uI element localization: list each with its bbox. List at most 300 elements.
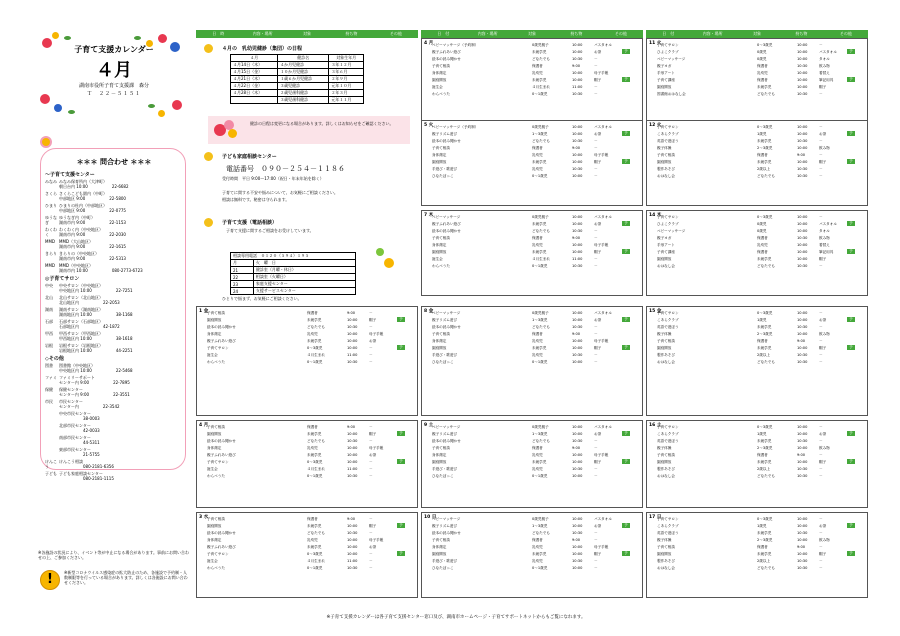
event-name: 子育て相談 [657, 339, 675, 343]
event-name: 親子体操 [657, 538, 672, 542]
event-target: 0～3歳児 [757, 125, 773, 129]
contact-name: 図書館（中央地区） [59, 363, 95, 368]
event-target: 0～1歳児 [532, 566, 548, 570]
contact-detail [59, 387, 183, 399]
event-name: わらべうた [432, 264, 450, 268]
event-name: 英語で遊ぼう [657, 139, 679, 143]
event-items: お茶 [369, 545, 377, 549]
event-items: 母子手帳 [369, 332, 384, 336]
contact-detail [59, 191, 183, 203]
event-row [432, 77, 614, 83]
event-row [657, 249, 839, 255]
event-target: 0～1歳児 [532, 474, 548, 478]
event-items: タオル [819, 229, 830, 233]
contact-item [45, 375, 183, 387]
event-time: 9:00 [797, 153, 806, 157]
event-row [657, 516, 839, 522]
contact-name: 北山サロン（北山地区） [59, 295, 103, 300]
event-name: 園庭開放 [657, 85, 672, 89]
event-items: － [369, 552, 373, 556]
event-items: 帽子 [594, 78, 602, 82]
event-time: 11:00 [347, 559, 358, 563]
event-items: － [819, 92, 823, 96]
contact-detail [59, 263, 183, 275]
event-items: 帽子 [369, 524, 377, 528]
contact-section-heading: ◇その他 [45, 356, 64, 362]
consult-line-2: 子育てに関する不安や悩みについて、お気軽にご相談ください。 [222, 190, 338, 195]
event-name: 子育て相談 [432, 332, 450, 336]
event-row [657, 145, 839, 151]
event-name: 英語で遊ぼう [657, 531, 679, 535]
event-row [207, 530, 389, 536]
event-items: 帽子 [819, 257, 827, 261]
event-target: どなたでも [757, 566, 775, 570]
contact-hours-text: 湖南地区内 10:00 [59, 312, 92, 317]
event-row [657, 42, 839, 48]
table-cell: 相談室（火曜日） [253, 274, 355, 281]
event-row [657, 445, 839, 451]
event-items: － [594, 467, 598, 471]
contact-name: 保健センター [59, 387, 83, 392]
event-items: 飲み物 [819, 538, 830, 542]
event-name: 子育て相談 [432, 446, 450, 450]
event-items: お茶 [369, 453, 377, 457]
event-row [432, 124, 614, 130]
contact-hours [59, 220, 183, 225]
contact-detail [59, 363, 183, 375]
event-time: 10:00 [797, 432, 808, 436]
contact-detail [59, 307, 183, 319]
event-items: 帽子 [819, 160, 827, 164]
event-target: 乳幼児 [307, 538, 318, 542]
bullet-icon [204, 152, 213, 161]
event-target: 0歳児親子 [532, 517, 549, 521]
event-row [657, 345, 839, 351]
event-time: 10:30 [797, 92, 808, 96]
event-time: 10:00 [572, 71, 583, 75]
event-time: 10:00 [572, 425, 583, 429]
event-row [207, 331, 389, 337]
event-items: 帽子 [819, 346, 827, 350]
event-row [432, 242, 614, 248]
event-items: － [594, 236, 598, 240]
event-name: 絵本の読み聞かせ [432, 139, 461, 143]
event-row [432, 466, 614, 472]
event-name: 子育て講座 [657, 78, 675, 82]
event-items: － [819, 339, 823, 343]
event-items: － [819, 517, 823, 521]
event-items: － [594, 167, 598, 171]
event-name: わらべうた [207, 566, 225, 570]
event-time: 11:00 [572, 85, 583, 89]
event-row [657, 228, 839, 234]
event-items: 母子手帳 [594, 339, 609, 343]
contact-name: みなみ保育所内（大津町） [59, 179, 107, 184]
event-items: バスタオル [594, 215, 612, 219]
contact-hours [59, 232, 183, 237]
contact-hours-text: 北山地区内 [59, 300, 79, 305]
event-time: 10:30 [797, 353, 808, 357]
table-cell: 月 [231, 260, 254, 267]
event-items: － [594, 538, 598, 542]
phone-consult-title: 子育て支援（電話相談） [222, 220, 278, 226]
event-items: － [819, 264, 823, 268]
event-time: 10:30 [797, 439, 808, 443]
event-name: 身体測定 [207, 446, 222, 450]
contact-phone: 080-2773-6723 [111, 268, 143, 273]
event-time: 10:00 [797, 446, 808, 450]
event-name: 園庭開放 [432, 78, 447, 82]
event-time: 10:00 [572, 243, 583, 247]
event-time: 9:00 [572, 332, 581, 336]
contact-section-heading: ～子育て支援センター [45, 172, 95, 178]
event-row [432, 49, 614, 55]
event-time: 11:00 [347, 467, 358, 471]
event-target: どなたでも [532, 325, 550, 329]
event-time: 10:00 [572, 215, 583, 219]
event-items: 帽子 [369, 318, 377, 322]
event-items: － [594, 474, 598, 478]
event-time: 10:30 [797, 566, 808, 570]
event-time: 10:00 [572, 524, 583, 528]
contact-detail [59, 411, 183, 423]
reservation-badge: 予 [622, 317, 630, 322]
event-target: 未就学児 [757, 325, 772, 329]
table-cell: ４月14日（木） [231, 62, 278, 69]
event-items: － [594, 446, 598, 450]
event-target: 保護者 [757, 339, 768, 343]
event-row [207, 424, 389, 430]
table-cell: ４月15日（金） [231, 69, 278, 76]
day-label: 14 木 [649, 213, 662, 218]
event-name: 子育て相談 [657, 153, 675, 157]
dept-name: 湖南市役所子育て支援課 森分 [78, 83, 149, 89]
event-target: 保護者 [532, 64, 543, 68]
event-time: 10:00 [797, 50, 808, 54]
event-target: ４月生まれ [307, 559, 325, 563]
event-target: 未就学児 [757, 460, 772, 464]
event-time: 10:00 [797, 332, 808, 336]
event-time: 9:00 [797, 339, 806, 343]
event-time: 9:00 [572, 538, 581, 542]
contact-abbrev: みなみ [45, 179, 57, 184]
event-row [657, 131, 839, 137]
event-items: お茶 [594, 222, 602, 226]
event-target: どなたでも [757, 474, 775, 478]
event-target: 未就学児 [757, 85, 772, 89]
event-name: 絵本の読み聞かせ [432, 325, 461, 329]
event-time: 10:00 [797, 71, 808, 75]
header-column: 日 付 [662, 31, 675, 36]
event-items: バスタオル [819, 222, 837, 226]
event-items: － [594, 257, 598, 261]
table-cell [231, 97, 278, 104]
event-time: 9:00 [347, 425, 356, 429]
event-time: 11:00 [347, 353, 358, 357]
event-row [207, 452, 389, 458]
event-row [432, 324, 614, 330]
event-row [432, 424, 614, 430]
event-row [657, 523, 839, 529]
header-column: 内容・場所 [702, 31, 723, 36]
event-name: ひなたぼっこ [432, 566, 454, 570]
event-name: 子育てサロン [207, 460, 229, 464]
event-time: 10:00 [797, 318, 808, 322]
calendar-day-cell [646, 210, 868, 296]
reservation-badge: 予 [847, 317, 855, 322]
event-time: 10:00 [572, 360, 583, 364]
event-target: 未就学児 [757, 160, 772, 164]
event-target: 1～3歳児 [532, 318, 548, 322]
contact-detail [59, 375, 183, 387]
reservation-badge: 予 [847, 345, 855, 350]
event-target: 保護者 [757, 78, 768, 82]
event-name: 英語で遊ぼう [657, 325, 679, 329]
event-time: 10:00 [347, 524, 358, 528]
event-name: 親子リズム遊び [432, 524, 458, 528]
event-items: 飲み物 [819, 332, 830, 336]
calendar-day-cell [196, 512, 418, 598]
event-target: 1歳児 [757, 318, 767, 322]
contact-item [45, 227, 183, 239]
event-time: 10:00 [797, 125, 808, 129]
event-time: 10:00 [347, 346, 358, 350]
contact-name: ファミリーサポート [59, 375, 95, 380]
event-target: ４月生まれ [307, 353, 325, 357]
day-label: 7 木 [424, 213, 434, 218]
event-target: 保護者 [757, 236, 768, 240]
event-target: 乳幼児 [532, 559, 543, 563]
contact-phone: 22-1615 [109, 244, 126, 249]
event-name: わらべうた [207, 360, 225, 364]
contact-detail [59, 203, 183, 215]
table-cell: ２歳児歯科健診 [278, 90, 329, 97]
event-target: 2歳以上 [757, 167, 771, 171]
contact-hours [59, 348, 183, 353]
event-name: ベビーマッサージ [657, 229, 686, 233]
event-target: 0歳児親子 [532, 215, 549, 219]
side-note: ※各施設の状況により、イベント等が中止になる場合があります。事前にお問い合わせの上、ご参加ください。 [38, 550, 190, 560]
event-name: 親子ふれあい遊び [207, 545, 236, 549]
event-name: 親子ふれあい遊び [432, 50, 461, 54]
event-target: 保護者 [307, 311, 318, 315]
flower-icon [158, 110, 165, 117]
event-name: 子育てサロン [207, 552, 229, 556]
contact-name: 中央市民センター [59, 411, 91, 416]
event-time: 10:30 [572, 353, 583, 357]
event-time: 10:00 [797, 57, 808, 61]
event-name: 子育て相談 [207, 425, 225, 429]
event-items: － [819, 559, 823, 563]
event-row [432, 152, 614, 158]
event-row [657, 530, 839, 536]
event-items: － [369, 559, 373, 563]
contact-item [45, 251, 183, 263]
event-target: 0歳児 [757, 57, 767, 61]
event-target: 1～3歳児 [532, 132, 548, 136]
event-name: 身体測定 [207, 332, 222, 336]
event-time: 10:30 [347, 439, 358, 443]
event-target: 0～1歳児 [307, 474, 323, 478]
contact-detail [59, 447, 183, 459]
table-cell: 火 曜 日 [253, 260, 355, 267]
contact-phone: 44-5311 [83, 440, 100, 445]
event-time: 9:00 [572, 446, 581, 450]
contact-item [45, 363, 183, 375]
event-name: わらべうた [432, 92, 450, 96]
contact-hours-text: センター内 [59, 404, 79, 409]
event-name: 親子ヨガ [657, 236, 672, 240]
contact-abbrev: 甲西 [45, 331, 53, 336]
event-items: － [819, 43, 823, 47]
event-target: 保護者 [757, 545, 768, 549]
event-time: 10:30 [797, 559, 808, 563]
event-items: － [819, 439, 823, 443]
event-row [432, 438, 614, 444]
event-name: 絵本の読み聞かせ [207, 531, 236, 535]
contact-item [45, 203, 183, 215]
event-time: 10:00 [797, 311, 808, 315]
event-name: 園庭開放 [207, 318, 222, 322]
reservation-badge: 予 [847, 49, 855, 54]
event-items: － [594, 64, 598, 68]
event-items: 母子手帳 [369, 446, 384, 450]
event-name: 子育て講座 [657, 250, 675, 254]
reservation-badge: 予 [622, 523, 630, 528]
event-row [657, 124, 839, 130]
contact-abbrev: MMD [45, 239, 55, 244]
event-row [657, 159, 839, 165]
event-name: 園庭開放 [432, 460, 447, 464]
event-target: 未就学児 [757, 139, 772, 143]
event-target: 乳幼児 [532, 153, 543, 157]
contact-phone: 38-1168 [115, 312, 133, 317]
event-time: 10:30 [347, 325, 358, 329]
event-target: どなたでも [307, 325, 325, 329]
event-name: 子育てサロン [657, 215, 679, 219]
event-items: お茶 [819, 132, 827, 136]
table-header-cell: 対象生年月 [329, 55, 364, 62]
event-time: 10:30 [797, 474, 808, 478]
event-time: 10:00 [572, 222, 583, 226]
contact-hours [59, 336, 183, 341]
bullet-icon [204, 44, 213, 53]
contact-detail [59, 239, 183, 251]
contact-name: さくらこども園内（中町） [59, 191, 107, 196]
event-items: － [369, 346, 373, 350]
event-name: 親子体操 [657, 446, 672, 450]
contact-abbrev: けんこう [45, 459, 57, 469]
event-row [432, 317, 614, 323]
contact-abbrev: 石部 [45, 319, 53, 324]
table-cell: ４月21日（木） [231, 76, 278, 83]
calendar-day-cell [196, 306, 418, 416]
day-label: 17 日 [649, 515, 662, 520]
event-items: － [819, 566, 823, 570]
event-row [432, 221, 614, 227]
table-cell: １歳６か月児健診 [278, 76, 329, 83]
event-row [432, 459, 614, 465]
event-row [432, 565, 614, 571]
contact-name: 南部市民センター [59, 435, 91, 440]
event-name: 親子ヨガ [657, 64, 672, 68]
event-time: 10:00 [347, 545, 358, 549]
event-items: バスタオル [594, 311, 612, 315]
contact-detail [59, 295, 183, 307]
flower-icon [384, 258, 394, 268]
event-time: 10:00 [572, 132, 583, 136]
contact-hours-text: 石部地区内 [59, 324, 79, 329]
event-name: 絵本の読み聞かせ [432, 439, 461, 443]
event-target: 未就学児 [532, 222, 547, 226]
event-items: お茶 [594, 50, 602, 54]
phone-consult-table [230, 252, 356, 295]
contact-hours [59, 256, 183, 261]
event-name: ひなたぼっこ [432, 474, 454, 478]
reservation-badge: 予 [622, 49, 630, 54]
event-items: － [819, 453, 823, 457]
flower-icon [376, 248, 384, 256]
event-row [207, 352, 389, 358]
reservation-badge: 予 [622, 221, 630, 226]
header-column: 持ち物 [570, 31, 583, 36]
event-items: － [819, 425, 823, 429]
contact-hours [59, 324, 183, 329]
event-row [432, 331, 614, 337]
reservation-badge: 予 [847, 523, 855, 528]
event-target: どなたでも [307, 439, 325, 443]
reservation-badge: 予 [622, 459, 630, 464]
event-time: 10:30 [797, 531, 808, 535]
event-time: 10:00 [572, 566, 583, 570]
day-label: 1 金 [199, 309, 209, 314]
event-target: 0～3歳児 [307, 460, 323, 464]
event-row [432, 138, 614, 144]
contact-abbrev [45, 411, 59, 423]
contact-phone: 22-3551 [113, 392, 130, 397]
event-time: 10:00 [797, 524, 808, 528]
consult-center-title: 子ども家庭相談センター [222, 154, 277, 160]
contact-hours-text: センター内 9:00 [59, 380, 90, 385]
event-time: 10:00 [347, 552, 358, 556]
event-target: 保護者 [757, 250, 768, 254]
event-row [432, 544, 614, 550]
contact-hours [59, 288, 183, 293]
title-block [38, 30, 190, 126]
event-name: ベビーマッサージ [432, 215, 461, 219]
event-name: 親子リズム遊び [432, 432, 458, 436]
event-items: － [369, 531, 373, 535]
table-cell: ４月22日（金） [231, 83, 278, 90]
contact-abbrev [45, 423, 59, 435]
table-cell: 23 [231, 281, 254, 288]
event-row [657, 431, 839, 437]
event-time: 10:00 [347, 453, 358, 457]
event-time: 10:00 [797, 517, 808, 521]
event-target: 保護者 [757, 153, 768, 157]
calendar-day-cell [421, 38, 643, 124]
event-name: 身体測定 [207, 538, 222, 542]
event-time: 9:00 [797, 545, 806, 549]
event-name: ベビーマッサージ [432, 311, 461, 315]
event-target: 0～1歳児 [532, 174, 548, 178]
event-time: 9:00 [572, 236, 581, 240]
event-target: どなたでも [757, 174, 775, 178]
event-row [657, 256, 839, 262]
event-target: 未就学児 [307, 339, 322, 343]
contact-item [45, 471, 183, 483]
event-row [657, 359, 839, 365]
